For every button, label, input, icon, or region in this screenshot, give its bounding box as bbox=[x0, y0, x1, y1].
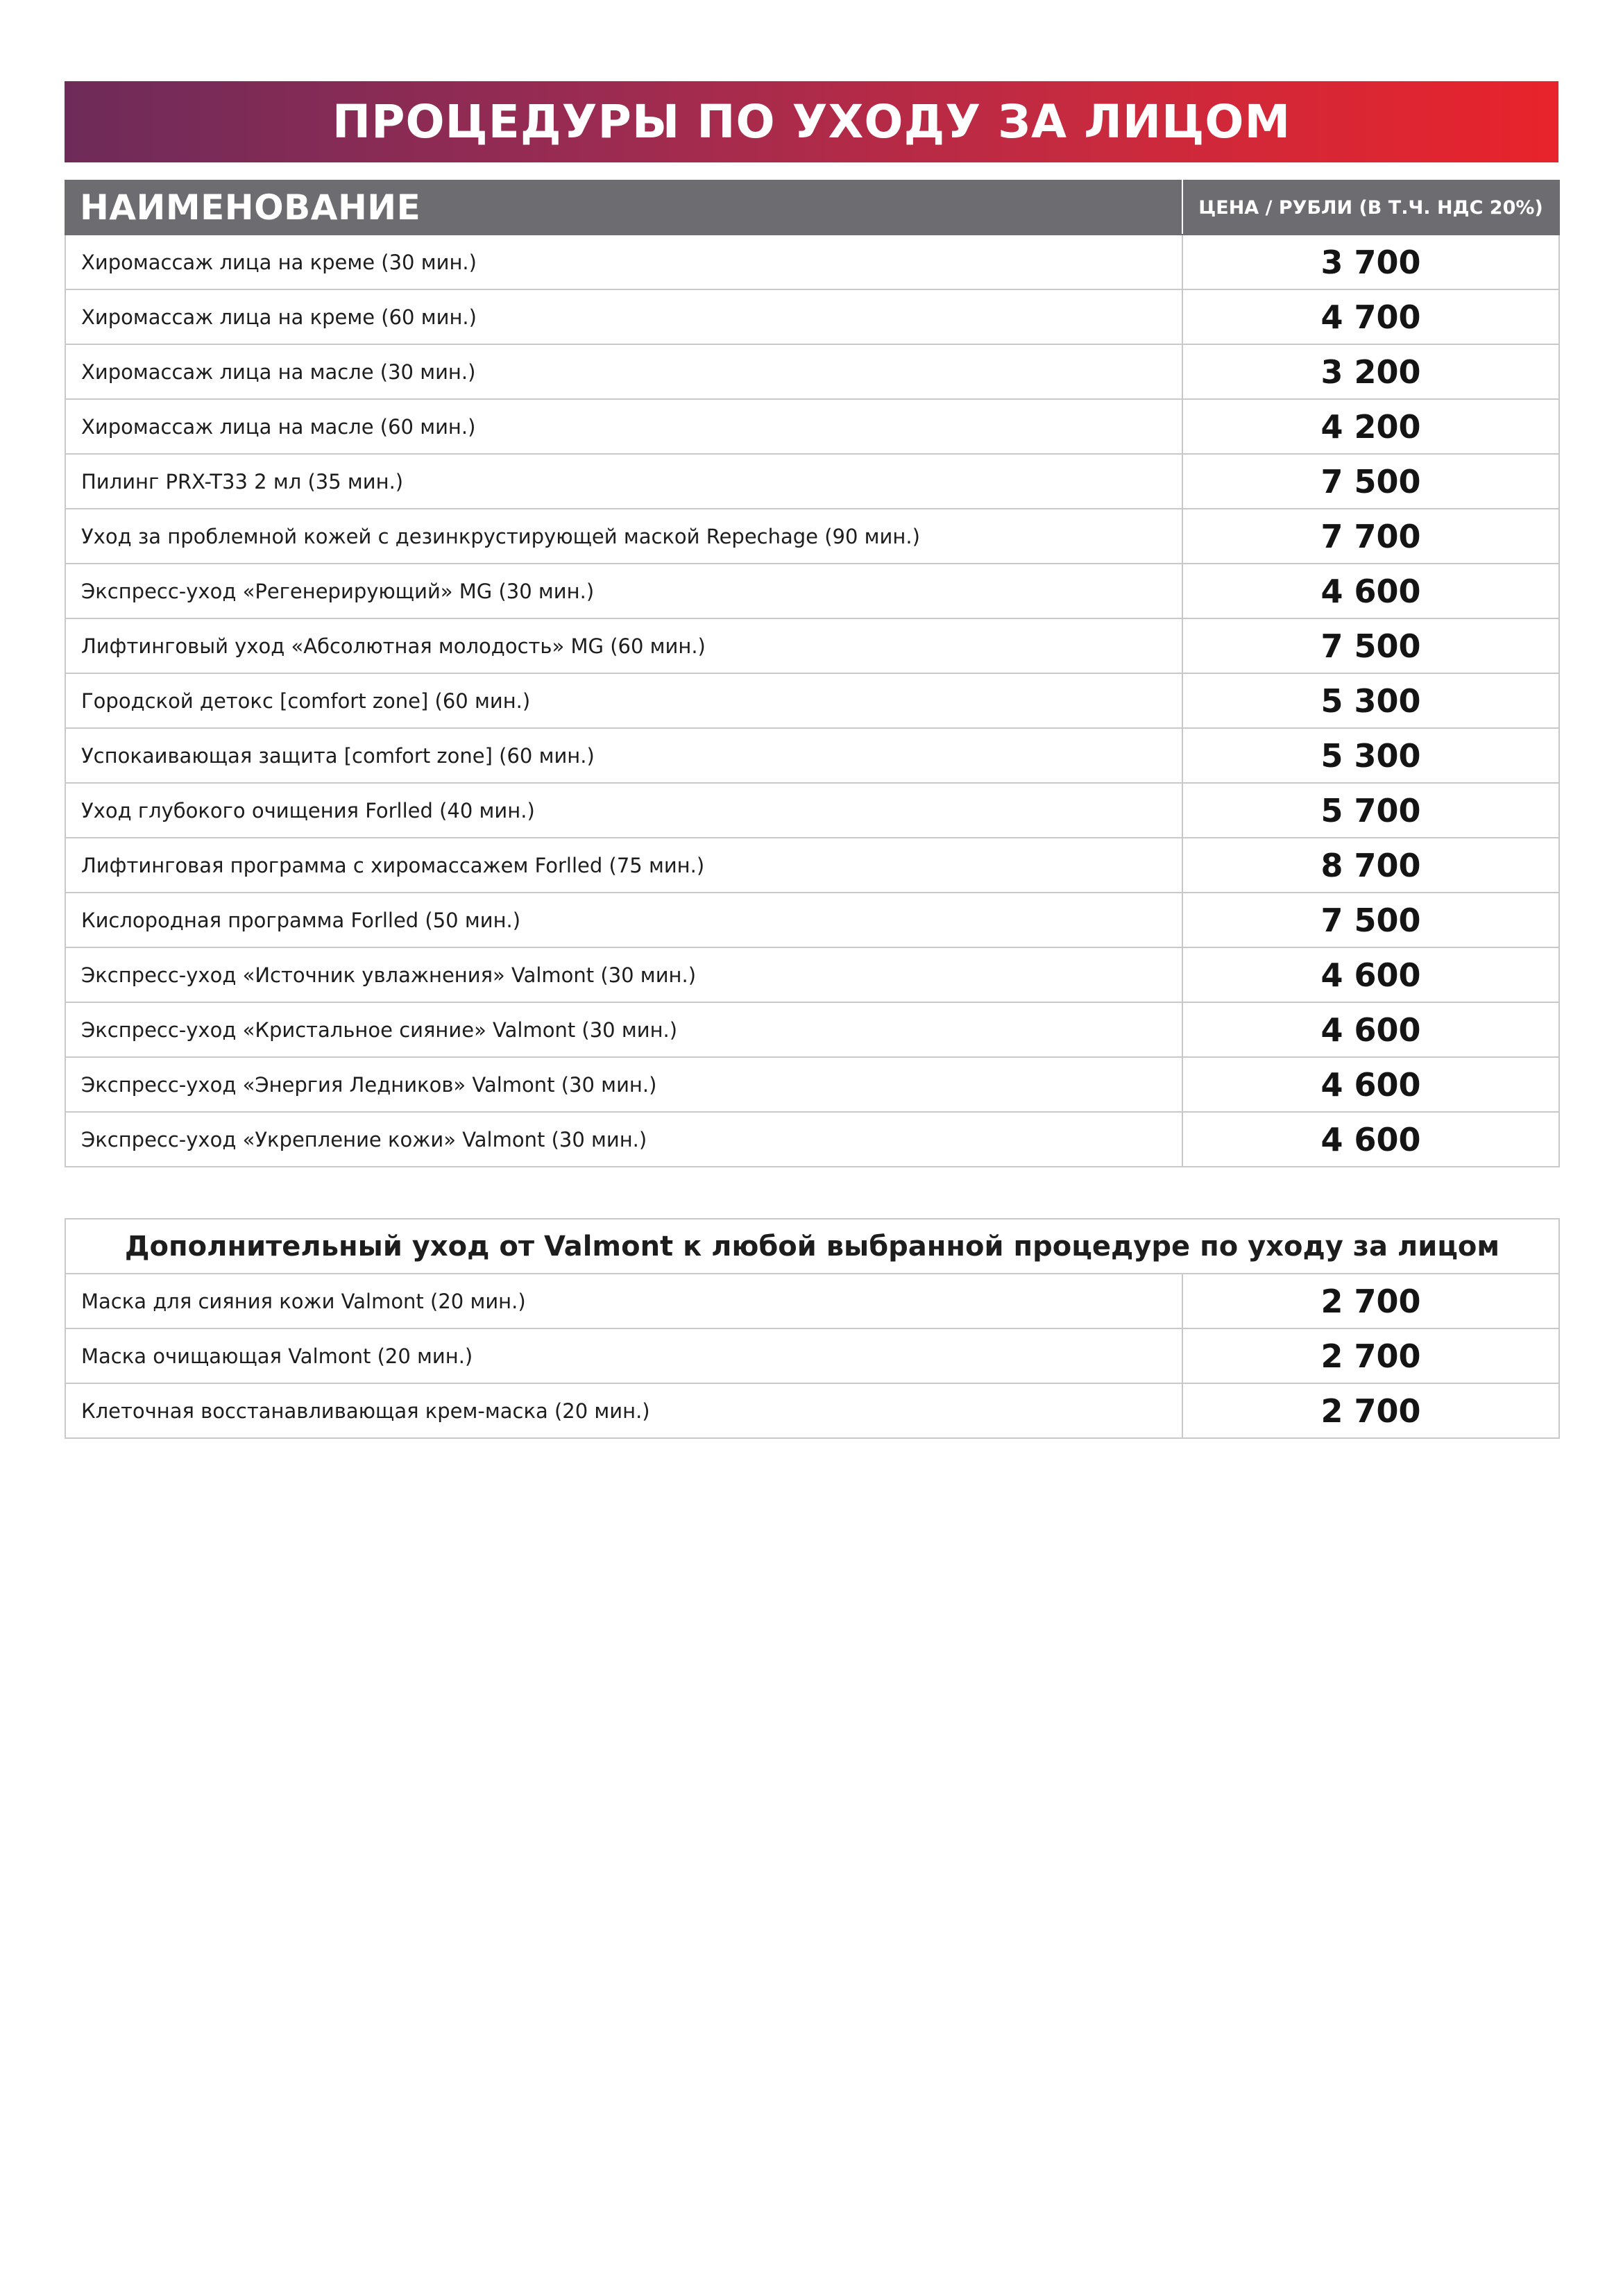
table-row bbox=[65, 509, 1559, 564]
procedure-name: Уход глубокого очищения Forlled (40 мин.) bbox=[65, 783, 1182, 838]
table-header-row bbox=[65, 180, 1559, 235]
table-row bbox=[65, 783, 1559, 838]
procedure-name: Экспресс-уход «Регенерирующий» MG (30 мин.) bbox=[65, 564, 1182, 618]
procedure-price: 7 700 bbox=[1182, 509, 1559, 564]
procedure-name: Экспресс-уход «Источник увлажнения» Valmont (30 мин.) bbox=[65, 947, 1182, 1002]
table-row bbox=[65, 1383, 1559, 1438]
procedure-name: Хиромассаж лица на креме (30 мин.) bbox=[65, 235, 1182, 289]
table-row bbox=[65, 728, 1559, 783]
procedure-price: 3 700 bbox=[1182, 235, 1559, 289]
procedure-price: 7 500 bbox=[1182, 454, 1559, 509]
table-row bbox=[65, 235, 1559, 289]
procedure-name: Успокаивающая защита [comfort zone] (60 мин.) bbox=[65, 728, 1182, 783]
procedure-name: Хиромассаж лица на креме (60 мин.) bbox=[65, 289, 1182, 344]
table-row bbox=[65, 289, 1559, 344]
facial-procedures-table bbox=[65, 180, 1560, 1167]
extra-name: Маска очищающая Valmont (20 мин.) bbox=[65, 1328, 1182, 1383]
procedure-price: 5 300 bbox=[1182, 728, 1559, 783]
extra-price: 2 700 bbox=[1182, 1383, 1559, 1438]
procedure-name: Кислородная программа Forlled (50 мин.) bbox=[65, 893, 1182, 947]
procedure-name: Городской детокс [comfort zone] (60 мин.) bbox=[65, 673, 1182, 728]
table-row bbox=[65, 344, 1559, 399]
procedure-price: 4 200 bbox=[1182, 399, 1559, 454]
procedure-price: 3 200 bbox=[1182, 344, 1559, 399]
procedure-name: Лифтинговая программа с хиромассажем Forlled (75 мин.) bbox=[65, 838, 1182, 893]
procedure-name: Пилинг PRX-T33 2 мл (35 мин.) bbox=[65, 454, 1182, 509]
page-title: ПРОЦЕДУРЫ ПО УХОДУ ЗА ЛИЦОМ bbox=[332, 94, 1291, 149]
valmont-extras-table bbox=[65, 1218, 1560, 1439]
table-row bbox=[65, 564, 1559, 618]
table-row bbox=[65, 893, 1559, 947]
page-title-banner bbox=[65, 81, 1558, 162]
table-row bbox=[65, 454, 1559, 509]
table-row bbox=[65, 838, 1559, 893]
extras-header-row bbox=[65, 1219, 1559, 1274]
procedure-price: 4 600 bbox=[1182, 1002, 1559, 1057]
procedure-price: 7 500 bbox=[1182, 893, 1559, 947]
procedure-name: Хиромассаж лица на масле (30 мин.) bbox=[65, 344, 1182, 399]
extras-title: Дополнительный уход от Valmont к любой выбранной процедуре по уходу за лицом bbox=[65, 1219, 1559, 1274]
table-row bbox=[65, 618, 1559, 673]
extra-name: Маска для сияния кожи Valmont (20 мин.) bbox=[65, 1274, 1182, 1328]
procedure-price: 4 600 bbox=[1182, 1112, 1559, 1167]
procedure-price: 4 600 bbox=[1182, 564, 1559, 618]
procedure-price: 5 300 bbox=[1182, 673, 1559, 728]
table-row bbox=[65, 673, 1559, 728]
price-column-header: ЦЕНА / РУБЛИ (В Т.Ч. НДС 20%) bbox=[1182, 180, 1559, 235]
procedure-name: Лифтинговый уход «Абсолютная молодость» MG (60 мин.) bbox=[65, 618, 1182, 673]
procedure-price: 4 600 bbox=[1182, 947, 1559, 1002]
procedure-name: Уход за проблемной кожей с дезинкрустирующей маской Repechage (90 мин.) bbox=[65, 509, 1182, 564]
procedure-price: 5 700 bbox=[1182, 783, 1559, 838]
procedure-name: Экспресс-уход «Кристальное сияние» Valmont (30 мин.) bbox=[65, 1002, 1182, 1057]
procedure-name: Экспресс-уход «Укрепление кожи» Valmont (30 мин.) bbox=[65, 1112, 1182, 1167]
table-row bbox=[65, 1328, 1559, 1383]
table-row bbox=[65, 1274, 1559, 1328]
procedure-price: 7 500 bbox=[1182, 618, 1559, 673]
extra-price: 2 700 bbox=[1182, 1328, 1559, 1383]
extra-price: 2 700 bbox=[1182, 1274, 1559, 1328]
table-row bbox=[65, 947, 1559, 1002]
extra-name: Клеточная восстанавливающая крем-маска (20 мин.) bbox=[65, 1383, 1182, 1438]
procedure-name: Экспресс-уход «Энергия Ледников» Valmont (30 мин.) bbox=[65, 1057, 1182, 1112]
table-row bbox=[65, 1112, 1559, 1167]
procedure-price: 8 700 bbox=[1182, 838, 1559, 893]
procedure-price: 4 700 bbox=[1182, 289, 1559, 344]
name-column-header: НАИМЕНОВАНИЕ bbox=[65, 180, 1182, 235]
table-row bbox=[65, 1002, 1559, 1057]
procedure-name: Хиромассаж лица на масле (60 мин.) bbox=[65, 399, 1182, 454]
procedure-price: 4 600 bbox=[1182, 1057, 1559, 1112]
table-row bbox=[65, 1057, 1559, 1112]
table-row bbox=[65, 399, 1559, 454]
